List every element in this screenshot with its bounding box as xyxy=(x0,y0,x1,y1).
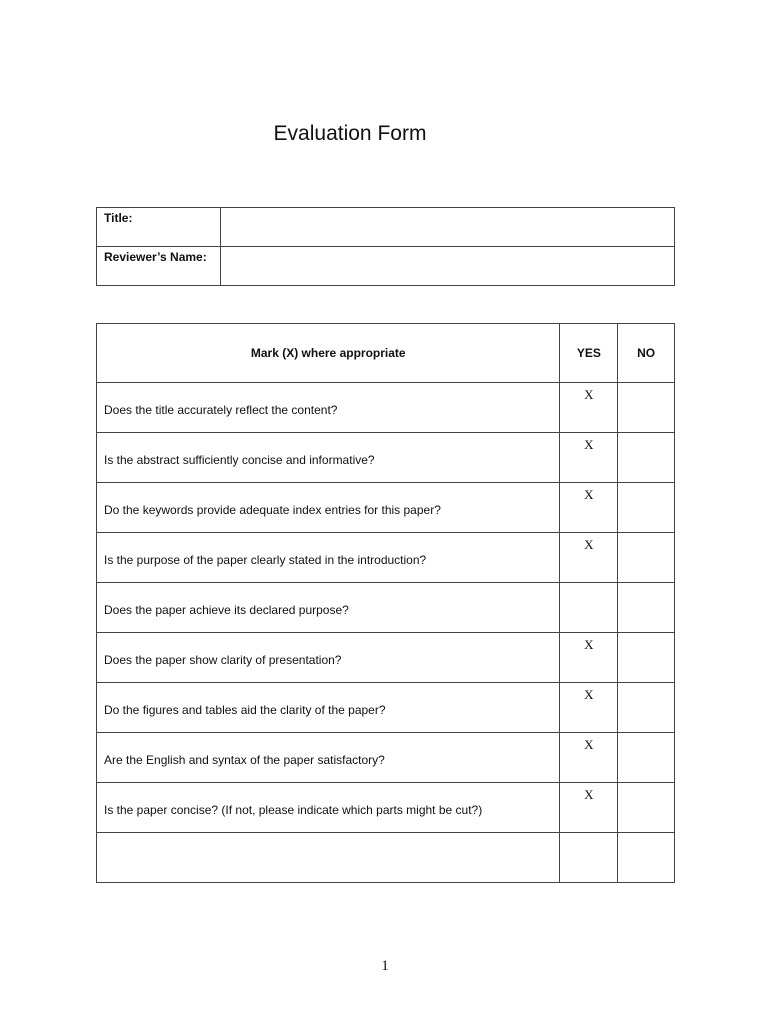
info-table xyxy=(96,207,675,286)
question-text: Does the paper show clarity of presentation? xyxy=(104,653,342,667)
table-row xyxy=(97,683,675,733)
question-text: Is the paper concise? (If not, please indicate which parts might be cut?) xyxy=(104,803,483,817)
table-row xyxy=(97,633,675,683)
no-mark-cell[interactable] xyxy=(618,733,675,783)
question-text: Does the paper achieve its declared purpose? xyxy=(104,603,349,617)
question-cell xyxy=(97,583,560,633)
yes-mark-cell[interactable]: X xyxy=(560,783,618,833)
question-text: Do the figures and tables aid the clarity of the paper? xyxy=(104,703,386,717)
table-row xyxy=(97,433,675,483)
table-row xyxy=(97,583,675,633)
table-row xyxy=(97,833,675,883)
question-text: Do the keywords provide adequate index entries for this paper? xyxy=(104,503,441,517)
no-mark-cell[interactable] xyxy=(618,433,675,483)
question-cell xyxy=(97,533,560,583)
question-cell xyxy=(97,833,560,883)
yes-mark-cell[interactable]: X xyxy=(560,383,618,433)
table-row xyxy=(97,783,675,833)
question-cell xyxy=(97,383,560,433)
title-field[interactable] xyxy=(220,208,674,247)
form-title: Evaluation Form xyxy=(273,122,427,145)
evaluation-table xyxy=(96,323,675,883)
question-text: Are the English and syntax of the paper satisfactory? xyxy=(104,753,385,767)
yes-column-header: YES xyxy=(560,324,618,383)
yes-mark-cell[interactable]: X xyxy=(560,683,618,733)
yes-mark-cell[interactable] xyxy=(560,833,618,883)
title-row xyxy=(97,208,675,247)
question-cell xyxy=(97,483,560,533)
reviewer-name-field[interactable] xyxy=(220,247,674,286)
question-text xyxy=(104,867,552,882)
table-row xyxy=(97,533,675,583)
no-mark-cell[interactable] xyxy=(618,783,675,833)
yes-mark-cell[interactable]: X xyxy=(560,533,618,583)
reviewer-name-label: Reviewer’s Name: xyxy=(97,247,221,286)
mark-instruction-header: Mark (X) where appropriate xyxy=(97,324,560,383)
title-label: Title: xyxy=(97,208,221,247)
yes-mark-cell[interactable]: X xyxy=(560,733,618,783)
question-cell xyxy=(97,633,560,683)
no-mark-cell[interactable] xyxy=(618,533,675,583)
question-cell xyxy=(97,433,560,483)
table-row xyxy=(97,483,675,533)
yes-mark-cell[interactable]: X xyxy=(560,433,618,483)
question-text: Is the abstract sufficiently concise and informative? xyxy=(104,453,375,467)
no-column-header: NO xyxy=(618,324,675,383)
reviewer-row xyxy=(97,247,675,286)
question-cell xyxy=(97,733,560,783)
no-mark-cell[interactable] xyxy=(618,483,675,533)
table-row xyxy=(97,733,675,783)
question-text: Does the title accurately reflect the content? xyxy=(104,403,338,417)
evaluation-header-row xyxy=(97,324,675,383)
no-mark-cell[interactable] xyxy=(618,583,675,633)
evaluation-rows xyxy=(97,383,675,883)
no-mark-cell[interactable] xyxy=(618,383,675,433)
form-title-wrapper xyxy=(0,122,700,146)
question-cell xyxy=(97,683,560,733)
table-row xyxy=(97,383,675,433)
no-mark-cell[interactable] xyxy=(618,633,675,683)
no-mark-cell[interactable] xyxy=(618,833,675,883)
question-cell xyxy=(97,783,560,833)
question-text: Is the purpose of the paper clearly stated in the introduction? xyxy=(104,553,427,567)
yes-mark-cell[interactable]: X xyxy=(560,633,618,683)
yes-mark-cell[interactable] xyxy=(560,583,618,633)
yes-mark-cell[interactable]: X xyxy=(560,483,618,533)
page-number: 1 xyxy=(381,958,389,974)
no-mark-cell[interactable] xyxy=(618,683,675,733)
